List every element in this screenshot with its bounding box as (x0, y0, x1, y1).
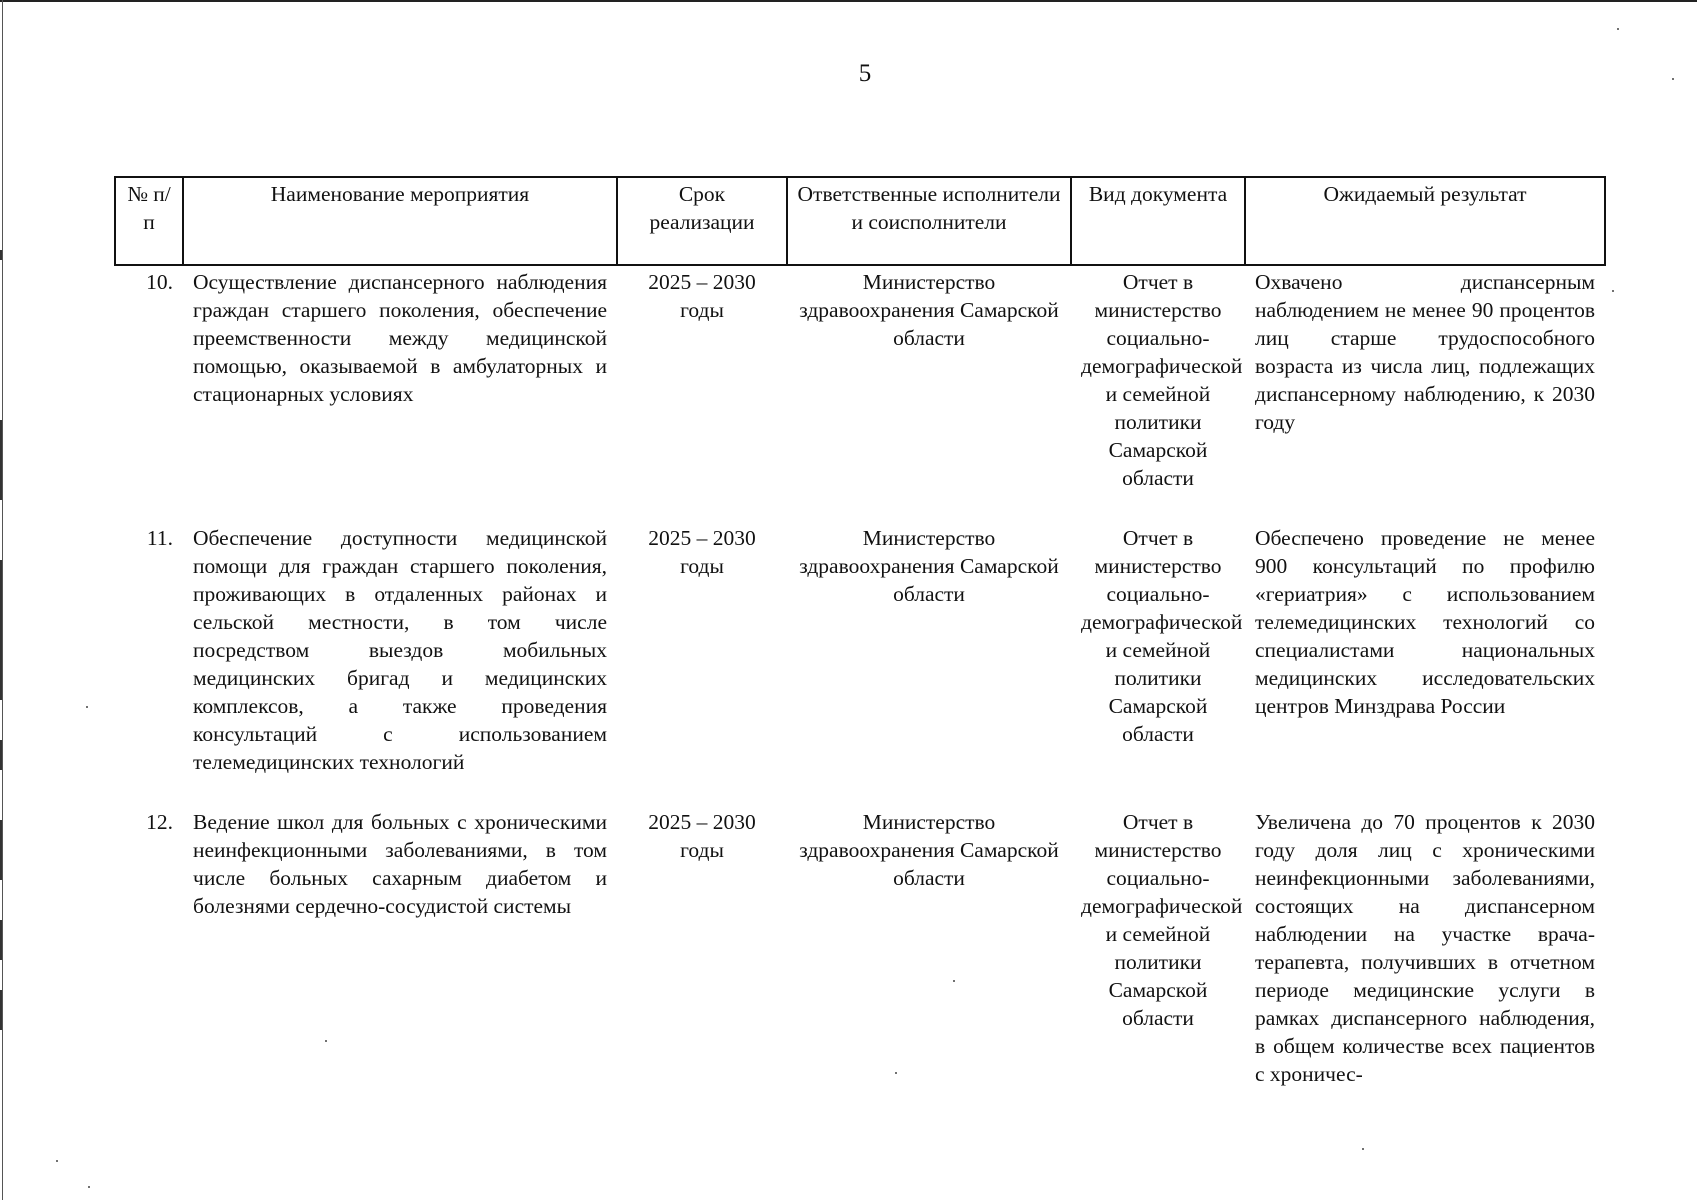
scan-speck (1617, 28, 1619, 30)
row-number: 11. (146, 526, 173, 550)
measure-name: Осуществление диспансерного наблюдения граждан старшего поколения, обеспечение преемственности между медицинской помощью, оказываемой в амбулаторных и стационарных условиях (193, 270, 607, 406)
scan-speck (88, 1186, 90, 1188)
scan-margin-mark (0, 820, 2, 880)
scan-speck (56, 1160, 58, 1162)
table-row (115, 522, 1605, 806)
document-type: Отчет в министерство социально-демографической и семейной политики Самарской области (1081, 526, 1243, 746)
scan-edge-left (2, 0, 3, 1200)
header-term: Срок реализации (617, 177, 787, 265)
scan-speck (325, 1040, 327, 1042)
scan-speck (895, 1072, 897, 1074)
document-type: Отчет в министерство социально-демографической и семейной политики Самарской области (1081, 810, 1243, 1030)
header-doc: Вид документа (1071, 177, 1245, 265)
scan-margin-mark (0, 920, 2, 960)
table-header-row (115, 177, 1605, 265)
row-number: 12. (146, 810, 173, 834)
measure-name: Ведение школ для больных с хроническими неинфекционными заболеваниями, в том числе больных сахарным диабетом и болезнями сердечно-сосудистой системы (193, 810, 607, 918)
page-number: 5 (858, 60, 872, 87)
expected-result: Обеспечено проведение не менее 900 консультаций по профилю «гериатрия» с использованием телемедицинских технологий со специалистами национальных медицинских исследовательских центров Минздрава России (1255, 526, 1595, 718)
expected-result: Охвачено диспансерным наблюдением не менее 90 процентов лиц старше трудоспособного возраста из числа лиц, подлежащих диспансерному наблюдению, к 2030 году (1255, 270, 1595, 434)
scan-speck (1612, 290, 1614, 292)
responsible: Министерство здравоохранения Самарской области (799, 810, 1059, 890)
row-number: 10. (146, 270, 173, 294)
header-responsible: Ответственные исполнители и соисполнители (787, 177, 1071, 265)
header-num: № п/п (115, 177, 183, 265)
scan-margin-mark (0, 560, 2, 700)
responsible: Министерство здравоохранения Самарской области (799, 526, 1059, 606)
scan-speck (86, 706, 88, 708)
scan-margin-mark (0, 990, 2, 1030)
header-name: Наименование мероприятия (183, 177, 617, 265)
term: 2025 – 2030 годы (648, 526, 756, 578)
table-row (115, 806, 1605, 1118)
scan-speck (1672, 78, 1674, 80)
term: 2025 – 2030 годы (648, 810, 756, 862)
table-row (115, 265, 1605, 522)
expected-result: Увеличена до 70 процентов к 2030 году доля лиц с хроническими неинфекционными заболеваниями, состоящих на диспансерном наблюдении на участке врача-терапевта, получивших в отчетном периоде медицинские услуги в рамках диспансерного наблюдения, в общем количестве всех пациентов с хроничес- (1255, 810, 1595, 1086)
responsible: Министерство здравоохранения Самарской области (799, 270, 1059, 350)
measure-name: Обеспечение доступности медицинской помощи для граждан старшего поколения, проживающих в отдаленных районах и сельской местности, в том числе посредством выездов мобильных медицинских бригад и медицинских комплексов, а также проведения консультаций с использованием телемедицинских технологий (193, 526, 607, 774)
scan-edge-top (0, 0, 1697, 2)
header-result: Ожидаемый результат (1245, 177, 1605, 265)
scan-speck (1362, 1148, 1364, 1150)
term: 2025 – 2030 годы (648, 270, 756, 322)
scan-margin-mark (0, 250, 2, 260)
action-plan-table (114, 176, 1606, 1118)
scan-margin-mark (0, 420, 2, 500)
scan-speck (953, 980, 955, 982)
document-type: Отчет в министерство социально-демографической и семейной политики Самарской области (1081, 270, 1243, 490)
scan-margin-mark (0, 740, 2, 770)
